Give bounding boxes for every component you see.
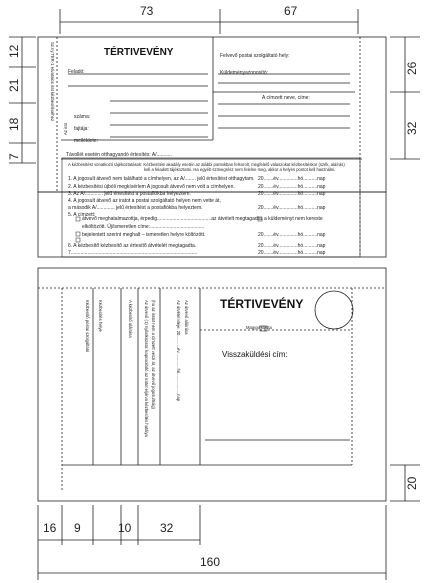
dim-right-bottom: 20 [405, 476, 419, 490]
date-row-5: 20.......év..............hó..........nap [258, 232, 326, 238]
item-6: 6. A kézbesítő kézbesítő az értesítő átvételét megtagadta. [68, 243, 197, 249]
item-4: 4. A jogosult átvevő az iratot a postai szolgáltató helyen nem vette át, [68, 198, 221, 204]
date-row-3: 20.......év..............hó..........nap [258, 191, 326, 197]
item5-option-4: bejelentett szerint meghalt – ismeretlen helyre költözött. [82, 232, 206, 238]
dim-right-2: 32 [405, 121, 419, 135]
date-row-6: 20.......év..............hó..........nap [258, 243, 326, 249]
item-4b: a második A/............. jelű értesítést a postafiókba helyeztem. [68, 205, 203, 211]
col-declaration: Az átvevő (1) nyilatkozata: kapcsolódó az iratot eljárva kézbesítés hatálya [144, 300, 149, 437]
dim-left-2: 21 [7, 78, 21, 92]
post-office-label: Felvevő postai szolgáltató hely: [220, 53, 290, 59]
col-delivering-provider: Kézbesítő postai szolgáltató [85, 300, 90, 353]
stamp-circle [315, 291, 353, 329]
item-5: 5. A címzett: [68, 212, 96, 218]
dim-left-1: 12 [7, 44, 21, 58]
shipment-id-label: Küldeményazonosító: [220, 70, 269, 76]
item-7: 7........................................................................................... [68, 250, 198, 256]
dim-right-1: 26 [405, 61, 419, 75]
item-2: 2. A kézbesítési újbóli megkísérlem A jogosult átvevő nem volt a címhelyen. [68, 184, 235, 190]
date-row-7: 20.......év..............hó..........nap [258, 250, 326, 256]
col-receiver-signature: Az átvevő aláírása [184, 300, 189, 335]
item-1: 1. A jogosult átvevő nem található a címhelyen, az A/........ jelű értesítést otthagytam. [68, 176, 255, 182]
date-row-4: 20.......év..............hó..........nap [258, 205, 326, 211]
col-courier-signature: A kézbesítő aláírása [128, 300, 133, 338]
dim-bottom-1: 16 [43, 521, 57, 535]
col-delivery-place: Kézbesítés helye [98, 300, 103, 332]
dim-top-left: 73 [140, 4, 154, 18]
front-side-code: Sz.ny.TER-1 Hivatalos irat kézbesítéséhez [50, 42, 55, 122]
doc-side-label: Az irat [63, 123, 68, 135]
back-card-outline [38, 268, 386, 501]
notice-text-1: A kézbesítést vonatkozó tájékoztatások: Kézbesítési akadály esetén az alábbi pontokban felsorolt, megfelelő válaszokat kézbesítéskor (szék, aláírás) [68, 162, 345, 167]
post-logo-text: Magyar Posta [246, 325, 272, 330]
absence-label: Távollét esetén otthagyandó értesítés: A/........... [66, 152, 172, 158]
front-title: TÉRTIVEVÉNY [104, 47, 174, 58]
dim-bottom-3: 10 [118, 521, 132, 535]
date-row-2: 20.......év..............hó..........nap [258, 184, 326, 190]
item5-option-3: elköltözött. Új/ismeretlen címe:....................................... [82, 224, 205, 230]
dim-bottom-total: 160 [200, 555, 221, 569]
dim-bottom-2: 9 [74, 521, 81, 535]
sender-label: Feladó: [68, 69, 85, 75]
dim-bottom-4: 32 [160, 521, 174, 535]
dim-left-4: 7 [7, 153, 21, 160]
dim-left-3: 18 [7, 117, 21, 131]
date-row-1: 20.......év..............hó..........nap [258, 176, 326, 182]
item5-option-1: átvevő meghatalmazottja, érpedig.......................................az átvételt megtagadta. [82, 216, 264, 222]
doc-type-label: fajtája: [74, 126, 89, 132]
back-title: TÉRTIVEVÉNY [220, 297, 304, 311]
dim-top-right: 67 [284, 4, 298, 18]
addressee-label: A címzett neve, címe: [262, 95, 310, 101]
doc-note-label: melléklete: [74, 138, 98, 144]
doc-number-label: száma: [74, 114, 91, 120]
item5-option-2: a küldeményt nem kereste [264, 216, 323, 222]
return-address-label: Visszaküldési cím: [222, 350, 288, 359]
item-3: 3. Az A/............. jelű értesítést a postafiókba helyeztem. [68, 191, 191, 197]
col-declaration-note: (ha az iratot nem a címzett veszi át, az átvevő jogosultság) [151, 300, 156, 409]
col-receiver-time: Az átvétel ideje: 20...........év..............hó..................nap [176, 300, 181, 402]
notice-text-2: kell a feladott tájékoztatni. Ha egyéb szövegrész nem felelne meg, akkor a helyes pontot kell használni. [144, 167, 336, 172]
